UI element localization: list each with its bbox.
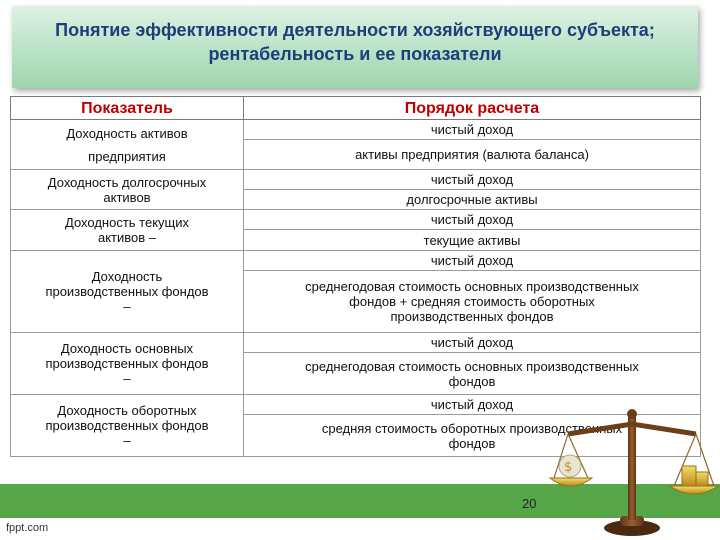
svg-text:$: $ <box>564 460 573 475</box>
denominator-cell: средняя стоимость оборотных производственных фондов <box>244 415 701 457</box>
scales-icon <box>548 404 720 540</box>
denominator-cell: долгосрочные активы <box>244 190 701 210</box>
header-indicator: Показатель <box>11 97 244 120</box>
page-number: 20 <box>522 496 537 511</box>
indicator-cell: Доходность производственных фондов – <box>11 251 244 333</box>
numerator-cell: чистый доход <box>244 210 701 230</box>
indicator-cell: Доходность оборотных производственных фондов – <box>11 395 244 457</box>
header-calculation: Порядок расчета <box>244 97 701 120</box>
indicators-table <box>10 96 701 457</box>
title-line-2: рентабельность и ее показатели <box>208 44 502 64</box>
numerator-cell: чистый доход <box>244 120 701 140</box>
denominator-cell: текущие активы <box>244 230 701 251</box>
numerator-cell: чистый доход <box>244 251 701 271</box>
numerator-cell: чистый доход <box>244 170 701 190</box>
numerator-cell: чистый доход <box>244 395 701 415</box>
indicator-cell: Доходность основных производственных фондов – <box>11 333 244 395</box>
denominator-cell: среднегодовая стоимость основных производственных фондов <box>244 353 701 395</box>
indicator-cell: Доходность долгосрочных активов <box>11 170 244 210</box>
footer-logo: fppt.com <box>6 522 49 534</box>
numerator-cell: чистый доход <box>244 333 701 353</box>
indicator-cell: Доходность активов предприятия <box>11 120 244 170</box>
title-line-1: Понятие эффективности деятельности хозяйствующего субъекта; <box>55 20 655 40</box>
indicator-cell: Доходность текущих активов – <box>11 210 244 251</box>
denominator-cell: активы предприятия (валюта баланса) <box>244 140 701 170</box>
slide-title <box>12 18 698 66</box>
denominator-cell: среднегодовая стоимость основных производственных фондов + средняя стоимость оборотных производственных фондов <box>244 271 701 333</box>
